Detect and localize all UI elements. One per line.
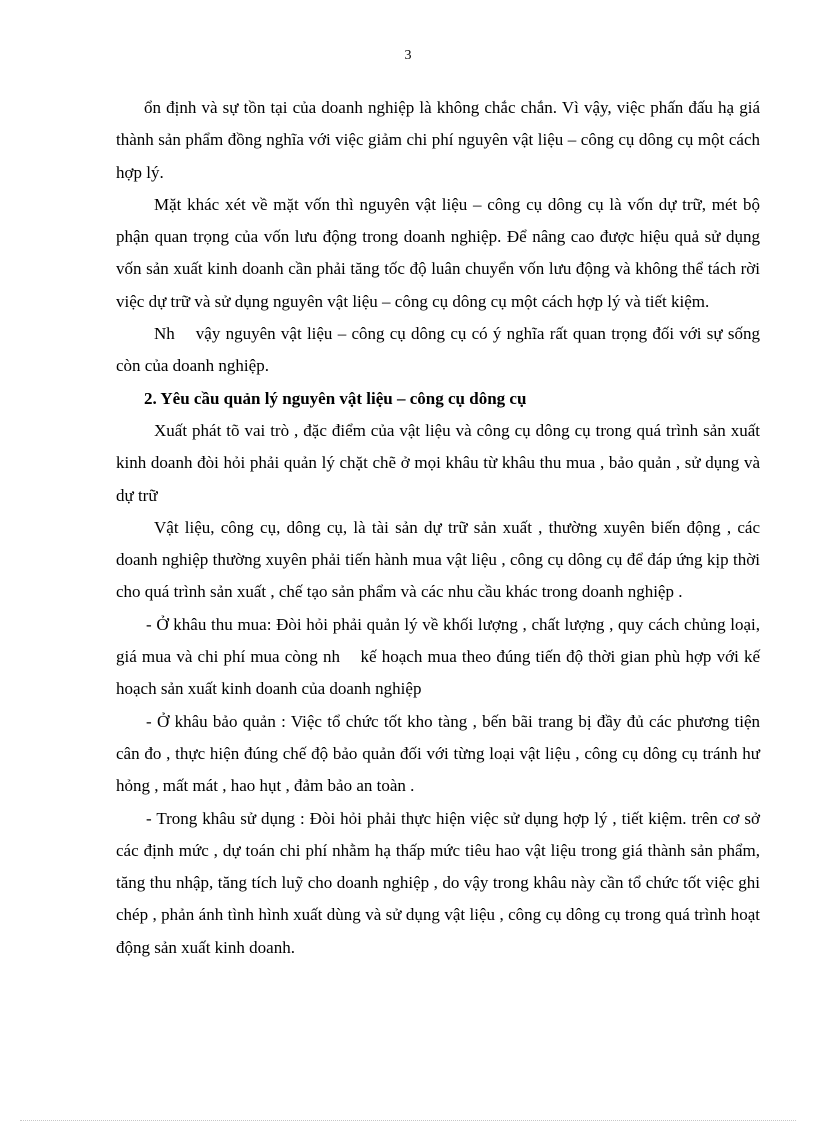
paragraph-usage: - Trong khâu sử dụng : Đòi hỏi phải thực hiện việc sử dụng hợp lý , tiết kiệm. trên cơ sở các định mức , dự toán chi phí nhằm hạ thấp mức tiêu hao vật liệu trong giá thành sản phẩm, tăng thu nhập, tăng tích luỹ cho doanh nghiệp , do vậy trong khâu này cần tổ chức tốt việc ghi chép , phản ánh tình hình xuất dùng và sử dụng vật liệu , công cụ dông cụ trong quá trình hoạt động sản xuất kinh doanh. <box>116 808 760 957</box>
page-bottom-divider <box>20 1120 796 1121</box>
paragraph-capital-aspect: Mặt khác xét về mặt vốn thì nguyên vật liệu – công cụ dông cụ là vốn dự trữ, mét bộ phận quan trọng của vốn lưu động trong doanh nghiệp. Để nâng cao được hiệu quả sử dụng vốn sản xuất kinh doanh cần phải tăng tốc độ luân chuyển vốn lưu động và không thể tách rời việc dự trữ và sử dụng nguyên vật liệu – công cụ dông cụ một cách hợp lý và tiết kiệm. <box>116 194 760 311</box>
page-number: 3 <box>404 48 412 63</box>
paragraph-importance: Nh vậy nguyên vật liệu – công cụ dông cụ có ý nghĩa rất quan trọng đối với sự sống còn của doanh nghiệp. <box>116 324 765 376</box>
paragraph-storage: - Ở khâu bảo quản : Việc tổ chức tốt kho tàng , bến bãi trang bị đầy đủ các phương tiện cân đo , thực hiện đúng chế độ bảo quản đối với từng loại vật liệu , công cụ dông cụ tránh hư hỏng , mất mát , hao hụt , đảm bảo an toàn . <box>116 711 760 796</box>
paragraph-role: Xuất phát tõ vai trò , đặc điểm của vật liệu và công cụ dông cụ trong quá trình sản xuất kinh doanh đòi hỏi phải quản lý chặt chẽ ở mọi khâu từ khâu thu mua , bảo quản , sử dụng và dự trữ <box>116 420 760 505</box>
paragraph-continuation: ổn định và sự tồn tại của doanh nghiệp là không chắc chắn. Vì vậy, việc phấn đấu hạ giá thành sản phẩm đồng nghĩa với việc giảm chi phí nguyên vật liệu – công cụ dông cụ một cách hợp lý. <box>116 98 760 182</box>
paragraph-inventory: Vật liệu, công cụ, dông cụ, là tài sản dự trữ sản xuất , thường xuyên biến động , các doanh nghiệp thường xuyên phải tiến hành mua vật liệu , công cụ dông cụ để đáp ứng kịp thời cho quá trình sản xuất , chế tạo sản phẩm và các nhu cầu khác trong doanh nghiệp . <box>116 517 760 602</box>
document-body <box>116 92 765 964</box>
section-heading: 2. Yêu cầu quản lý nguyên vật liệu – công cụ dông cụ <box>144 388 527 408</box>
paragraph-purchasing: - Ở khâu thu mua: Đòi hỏi phải quản lý về khối lượng , chất lượng , quy cách chủng loại, giá mua và chi phí mua còng nh kế hoạch mua theo đúng tiến độ thời gian phù hợp với kế hoạch sản xuất kinh doanh của doanh nghiệp <box>116 614 765 699</box>
